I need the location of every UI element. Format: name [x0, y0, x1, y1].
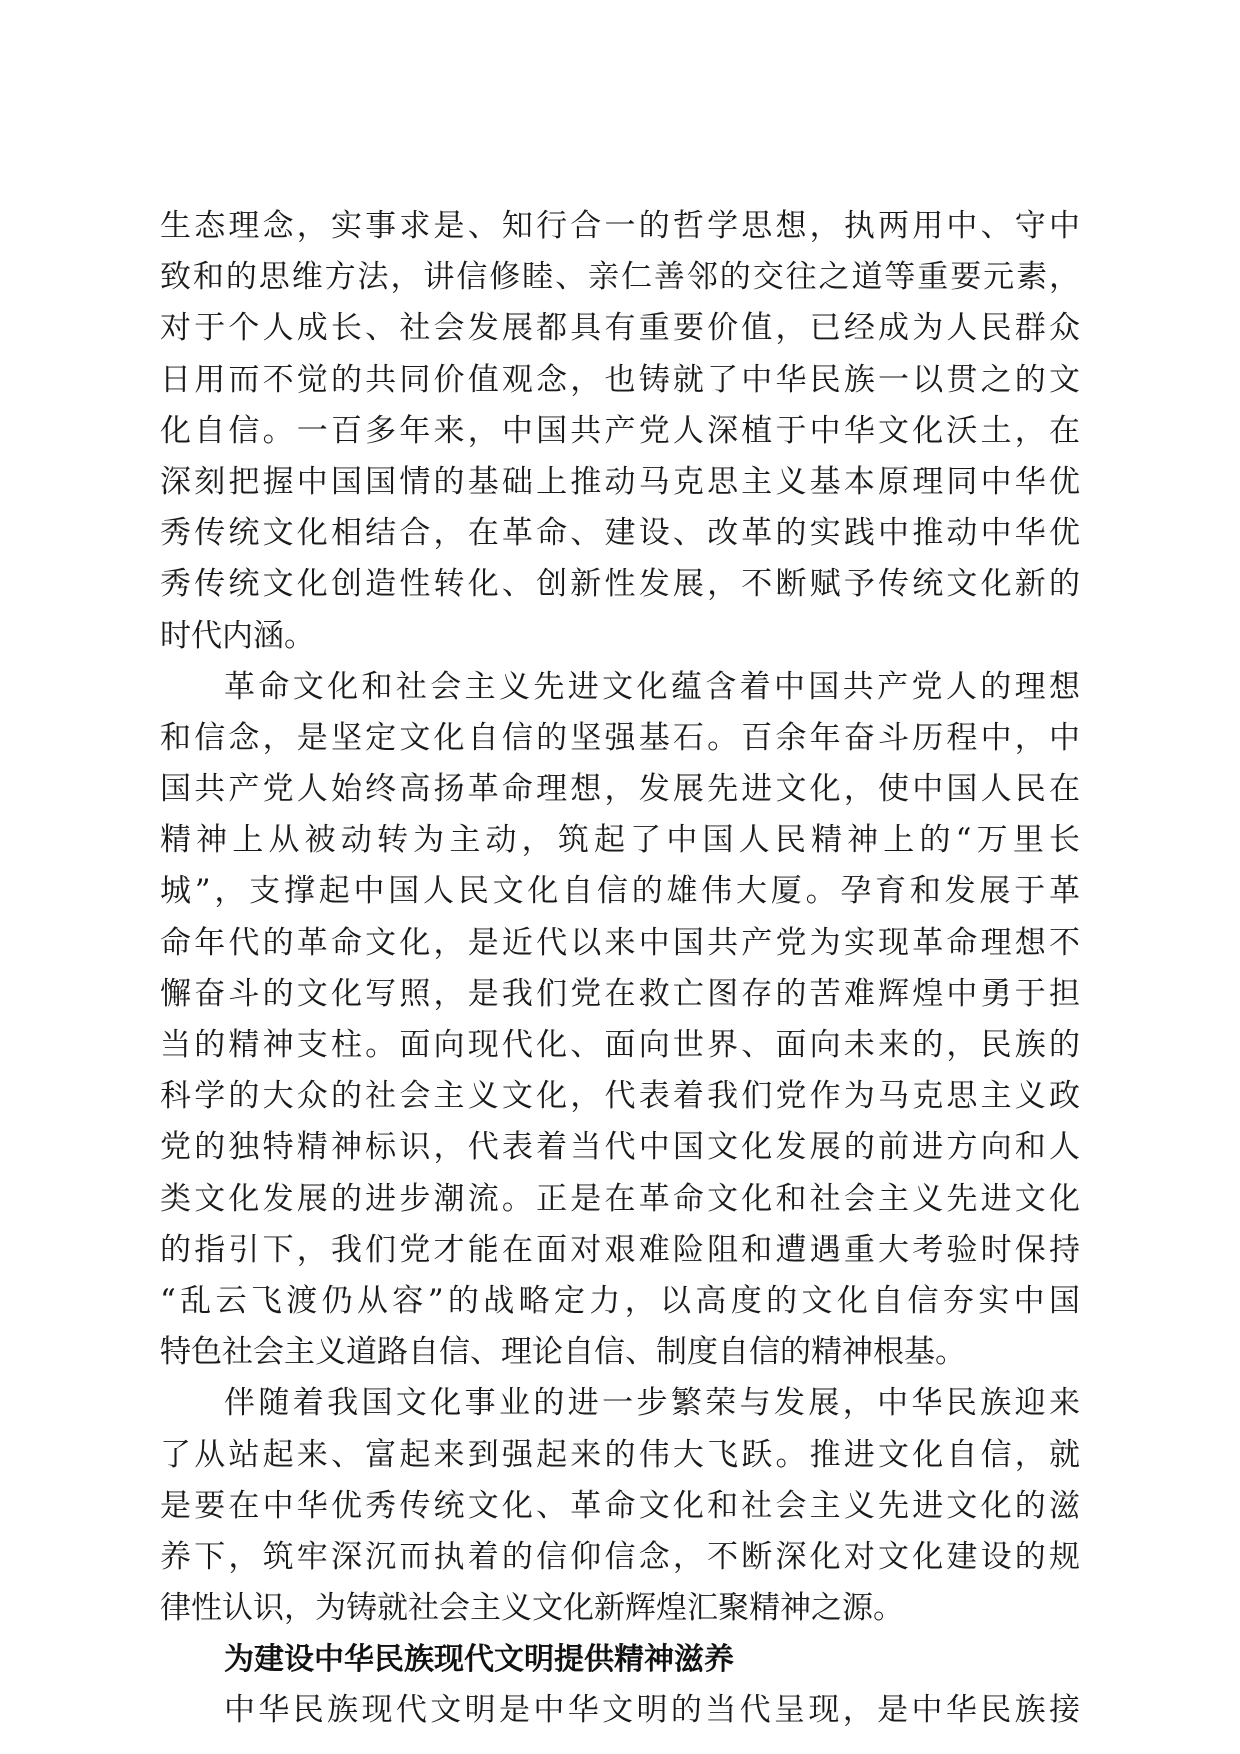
body-text: [160, 201, 1080, 1737]
text-line: 时代内涵。: [160, 617, 315, 654]
text-line: “乱云飞渡仍从容”的战略定力，以高度的文化自信夯实中国: [160, 1282, 1080, 1319]
text-line: 科学的大众的社会主义文化，代表着我们党作为马克思主义政: [160, 1078, 1080, 1115]
text-line: 国共产党人始终高扬革命理想，发展先进文化，使中国人民在: [160, 771, 1080, 808]
text-line: 的指引下，我们党才能在面对艰难险阻和遭遇重大考验时保持: [160, 1231, 1080, 1268]
text-line: 对于个人成长、社会发展都具有重要价值，已经成为人民群众: [160, 310, 1080, 347]
text-line: 是要在中华优秀传统文化、革命文化和社会主义先进文化的滋: [160, 1487, 1080, 1524]
text-line: 类文化发展的进步潮流。正是在革命文化和社会主义先进文化: [160, 1180, 1080, 1217]
text-line: 生态理念，实事求是、知行合一的哲学思想，执两用中、守中: [160, 208, 1080, 244]
text-line: 致和的思维方法，讲信修睦、亲仁善邻的交往之道等重要元素，: [160, 259, 1080, 296]
text-line: 懈奋斗的文化写照，是我们党在救亡图存的苦难辉煌中勇于担: [160, 975, 1080, 1012]
text-line: 了从站起来、富起来到强起来的伟大飞跃。推进文化自信，就: [160, 1436, 1080, 1473]
section-heading: 为建设中华民族现代文明提供精神滋养: [224, 1642, 734, 1678]
text-line: 律性认识，为铸就社会主义文化新辉煌汇聚精神之源。: [160, 1590, 904, 1627]
text-line: 革命文化和社会主义先进文化蕴含着中国共产党人的理想: [224, 668, 1080, 705]
text-line: 命年代的革命文化，是近代以来中国共产党为实现革命理想不: [160, 924, 1080, 961]
text-line: 养下，筑牢深沉而执着的信仰信念，不断深化对文化建设的规: [160, 1538, 1080, 1575]
text-line: 日用而不觉的共同价值观念，也铸就了中华民族一以贯之的文: [160, 361, 1080, 398]
text-line: 中华民族现代文明是中华文明的当代呈现，是中华民族接: [224, 1692, 1080, 1729]
text-line: 和信念，是坚定文化自信的坚强基石。百余年奋斗历程中，中: [160, 719, 1080, 756]
text-line: 化自信。一百多年来，中国共产党人深植于中华文化沃土，在: [160, 412, 1080, 449]
text-line: 特色社会主义道路自信、理论自信、制度自信的精神根基。: [160, 1334, 966, 1371]
text-line: 秀传统文化相结合，在革命、建设、改革的实践中推动中华优: [160, 515, 1080, 552]
text-line: 城”，支撑起中国人民文化自信的雄伟大厦。孕育和发展于革: [160, 873, 1080, 910]
text-line: 精神上从被动转为主动，筑起了中国人民精神上的“万里长: [160, 822, 1080, 859]
text-line: 秀传统文化创造性转化、创新性发展，不断赋予传统文化新的: [160, 566, 1080, 603]
text-line: 党的独特精神标识，代表着当代中国文化发展的前进方向和人: [160, 1129, 1080, 1166]
text-line: 深刻把握中国国情的基础上推动马克思主义基本原理同中华优: [160, 463, 1080, 500]
text-line: 伴随着我国文化事业的进一步繁荣与发展，中华民族迎来: [224, 1385, 1080, 1422]
text-line: 当的精神支柱。面向现代化、面向世界、面向未来的，民族的: [160, 1027, 1080, 1063]
